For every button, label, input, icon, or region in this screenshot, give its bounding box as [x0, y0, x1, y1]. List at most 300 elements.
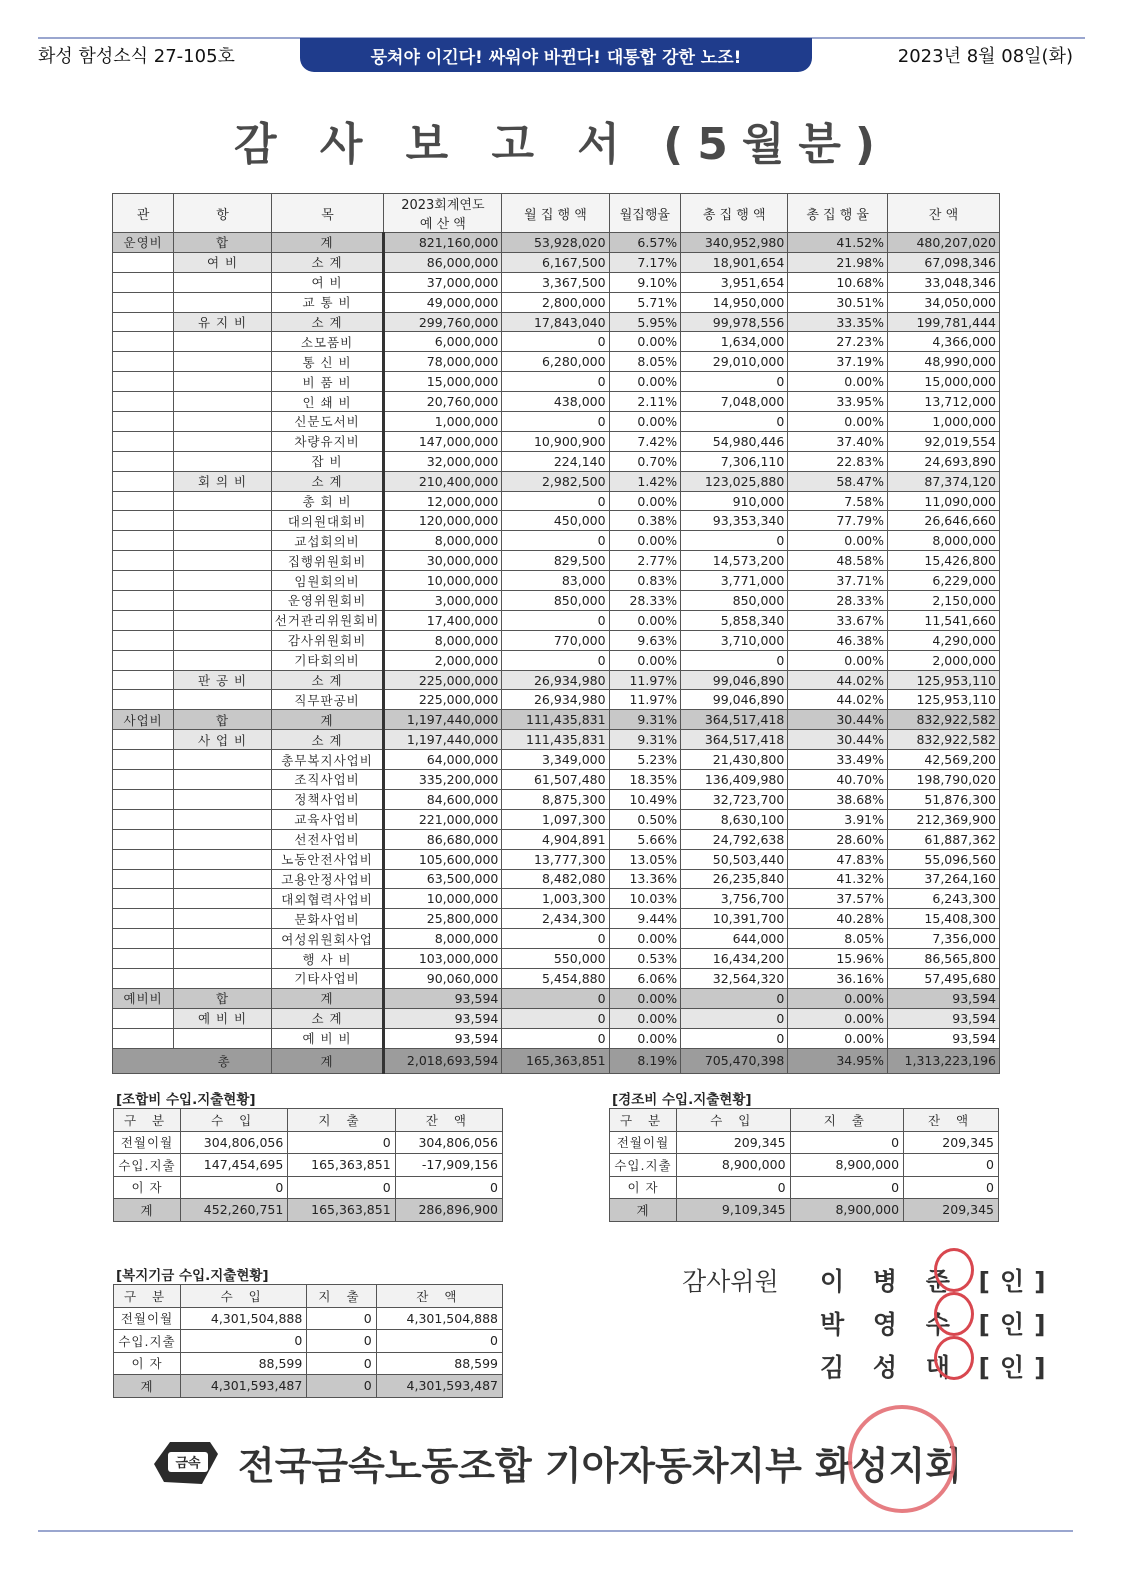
table-row: [113, 988, 1000, 1008]
cell-trate: 28.60%: [788, 829, 888, 849]
table-row: [114, 1131, 503, 1154]
cell-mok: 소모품비: [271, 332, 384, 352]
column-header: 지 출: [790, 1109, 904, 1132]
cell-gwan: [113, 431, 174, 451]
cell-gwan: [113, 491, 174, 511]
condolence-fund-title: [경조비 수입.지출현황]: [612, 1092, 752, 1108]
cell-total: 8,630,100: [681, 809, 788, 829]
row-label: 이 자: [114, 1176, 181, 1199]
cell-total: 850,000: [681, 591, 788, 611]
cell-budget: 10,000,000: [384, 889, 502, 909]
table-row: [610, 1131, 999, 1154]
cell-value: 4,301,593,487: [376, 1375, 502, 1398]
cell-balance: 55,096,560: [888, 849, 1000, 869]
cell-gwan: [113, 730, 174, 750]
cell-mok: 고용안정사업비: [271, 869, 384, 889]
cell-mrate: 13.36%: [609, 869, 681, 889]
cell-hang: [174, 690, 271, 710]
table-row: [113, 392, 1000, 412]
cell-total: 99,046,890: [681, 690, 788, 710]
cell-monthly: 17,843,040: [502, 312, 609, 332]
cell-balance: 2,000,000: [888, 650, 1000, 670]
audit-main-table: [112, 193, 1000, 1074]
cell-monthly: 53,928,020: [502, 233, 609, 253]
cell-value: 88,599: [181, 1352, 307, 1375]
cell-gwan: [113, 770, 174, 790]
cell-mok: 행 사 비: [271, 949, 384, 969]
cell-budget: 8,000,000: [384, 929, 502, 949]
cell-mrate: 0.00%: [609, 650, 681, 670]
cell-total: 54,980,446: [681, 431, 788, 451]
welfare-fund-title: [복지기금 수입.지출현황]: [116, 1268, 269, 1284]
row-label: 계: [610, 1199, 677, 1222]
cell-mok: 임원회의비: [271, 571, 384, 591]
column-header: 수 입: [181, 1109, 288, 1132]
table-row: [113, 511, 1000, 531]
cell-mok: 소 계: [271, 312, 384, 332]
cell-value: 4,301,593,487: [181, 1375, 307, 1398]
header-row: [114, 1285, 503, 1308]
cell-mrate: 0.83%: [609, 571, 681, 591]
union-logo-icon: [150, 1434, 222, 1490]
cell-mok: 총무복지사업비: [271, 750, 384, 770]
cell-balance: 6,229,000: [888, 571, 1000, 591]
cell-total: 14,573,200: [681, 551, 788, 571]
cell-monthly: 3,349,000: [502, 750, 609, 770]
cell-total: 14,950,000: [681, 292, 788, 312]
cell-total: 340,952,980: [681, 233, 788, 253]
cell-trate: 0.00%: [788, 531, 888, 551]
cell-budget: 120,000,000: [384, 511, 502, 531]
cell-value: 88,599: [376, 1352, 502, 1375]
cell-monthly: 83,000: [502, 571, 609, 591]
cell-hang: [174, 849, 271, 869]
cell-monthly: 2,800,000: [502, 292, 609, 312]
cell-value: 0: [307, 1330, 376, 1353]
cell-gwan: [113, 610, 174, 630]
table-row: [610, 1199, 999, 1222]
cell-gwan: [113, 551, 174, 571]
column-header: 지 출: [307, 1285, 376, 1308]
cell-gwan: [113, 650, 174, 670]
cell-mok: 선거관리위원회비: [271, 610, 384, 630]
cell-budget: 25,800,000: [384, 909, 502, 929]
cell-trate: 40.70%: [788, 770, 888, 790]
cell-hang: [174, 869, 271, 889]
cell-mok: 신문도서비: [271, 412, 384, 432]
total-label: 총: [113, 1048, 272, 1073]
cell-total: 136,409,980: [681, 770, 788, 790]
table-row: [114, 1176, 503, 1199]
cell-balance: 8,000,000: [888, 531, 1000, 551]
cell-value: 4,301,504,888: [376, 1307, 502, 1330]
cell-mok: 집행위원회비: [271, 551, 384, 571]
cell-gwan: [113, 750, 174, 770]
cell-balance: 93,594: [888, 988, 1000, 1008]
table-row: [113, 610, 1000, 630]
table-row: [113, 710, 1000, 730]
cell-value: 209,345: [904, 1199, 999, 1222]
cell-mok: 문화사업비: [271, 909, 384, 929]
cell-balance: 61,887,362: [888, 829, 1000, 849]
table-row: [113, 730, 1000, 750]
cell-hang: 사 업 비: [174, 730, 271, 750]
table-row: [113, 312, 1000, 332]
cell-monthly: 5,454,880: [502, 968, 609, 988]
cell-budget: 335,200,000: [384, 770, 502, 790]
table-row: [113, 451, 1000, 471]
cell-mrate: 9.44%: [609, 909, 681, 929]
cell-monthly: 6,167,500: [502, 252, 609, 272]
cell-hang: 여 비: [174, 252, 271, 272]
cell-monthly: 26,934,980: [502, 670, 609, 690]
cell-mrate: 18.35%: [609, 770, 681, 790]
cell-total: 93,353,340: [681, 511, 788, 531]
cell-total: 50,503,440: [681, 849, 788, 869]
cell-gwan: [113, 809, 174, 829]
issue-date: 2023년 8월 08일(화): [897, 46, 1073, 67]
cell-trate: 38.68%: [788, 789, 888, 809]
cell-monthly: 0: [502, 1008, 609, 1028]
cell-gwan: [113, 332, 174, 352]
condolence-fund-table: [609, 1108, 999, 1222]
cell-monthly: 0: [502, 988, 609, 1008]
cell-value: 0: [288, 1176, 395, 1199]
cell-mrate: 0.00%: [609, 988, 681, 1008]
cell-budget: 37,000,000: [384, 272, 502, 292]
cell-mok: 교섭회의비: [271, 531, 384, 551]
table-row: [113, 770, 1000, 790]
cell-gwan: [113, 889, 174, 909]
cell-mrate: 0.00%: [609, 1028, 681, 1048]
cell-mrate: 9.31%: [609, 710, 681, 730]
cell-monthly: 770,000: [502, 630, 609, 650]
row-label: 이 자: [114, 1352, 181, 1375]
cell-budget: 147,000,000: [384, 431, 502, 451]
cell-gwan: [113, 869, 174, 889]
cell-total: 364,517,418: [681, 710, 788, 730]
cell-hang: [174, 272, 271, 292]
cell-mok: 비 품 비: [271, 372, 384, 392]
cell-budget: 221,000,000: [384, 809, 502, 829]
cell-balance: 832,922,582: [888, 710, 1000, 730]
cell-trate: 37.71%: [788, 571, 888, 591]
cell-balance: 2,150,000: [888, 591, 1000, 611]
cell-monthly: 0: [502, 412, 609, 432]
cell-mrate: 0.70%: [609, 451, 681, 471]
cell-mok: 교육사업비: [271, 809, 384, 829]
cell-value: 0: [181, 1176, 288, 1199]
cell-balance: 86,565,800: [888, 949, 1000, 969]
cell-mrate: 0.00%: [609, 1008, 681, 1028]
cell-total: 3,710,000: [681, 630, 788, 650]
cell-mrate: 0.50%: [609, 809, 681, 829]
cell-mrate: 5.66%: [609, 829, 681, 849]
cell-mok: 직무판공비: [271, 690, 384, 710]
cell-trate: 0.00%: [788, 988, 888, 1008]
cell-total: 18,901,654: [681, 252, 788, 272]
cell-gwan: 사업비: [113, 710, 174, 730]
table-row: [113, 292, 1000, 312]
cell-total: 32,723,700: [681, 789, 788, 809]
cell-monthly: 550,000: [502, 949, 609, 969]
cell-mrate: 0.00%: [609, 491, 681, 511]
logo-text: 금속: [175, 1456, 201, 1471]
cell-trate: 15.96%: [788, 949, 888, 969]
table-row: [113, 571, 1000, 591]
cell-total: 0: [681, 1008, 788, 1028]
cell-balance: 4,290,000: [888, 630, 1000, 650]
cell-total: 3,951,654: [681, 272, 788, 292]
cell-monthly: 829,500: [502, 551, 609, 571]
cell-trate: 33.35%: [788, 312, 888, 332]
cell-mrate: 2.77%: [609, 551, 681, 571]
cell-mok: 예 비 비: [271, 1028, 384, 1048]
cell-value: 0: [181, 1330, 307, 1353]
table-row: [114, 1154, 503, 1177]
cell-mrate: 0.38%: [609, 511, 681, 531]
cell-trate: 22.83%: [788, 451, 888, 471]
table-row: [113, 272, 1000, 292]
cell-mok: 운영위원회비: [271, 591, 384, 611]
table-row: [113, 829, 1000, 849]
cell-total: 910,000: [681, 491, 788, 511]
cell-trate: 3.91%: [788, 809, 888, 829]
cell-monthly: 2,982,500: [502, 471, 609, 491]
cell-balance: 11,090,000: [888, 491, 1000, 511]
row-label: 수입.지출: [610, 1154, 677, 1177]
cell-total: 0: [681, 650, 788, 670]
cell-total: 0: [681, 988, 788, 1008]
cell-total: 3,756,700: [681, 889, 788, 909]
table-row: [113, 372, 1000, 392]
column-header: 잔 액: [904, 1109, 999, 1132]
cell-hang: [174, 968, 271, 988]
cell-mrate: 7.42%: [609, 431, 681, 451]
cell-value: 0: [307, 1307, 376, 1330]
cell-balance: 92,019,554: [888, 431, 1000, 451]
cell-balance: 24,693,890: [888, 451, 1000, 471]
cell-mrate: 0.53%: [609, 949, 681, 969]
cell-hang: 유 지 비: [174, 312, 271, 332]
cell-trate: 30.51%: [788, 292, 888, 312]
cell-hang: [174, 431, 271, 451]
cell-mok: 여성위원회사업: [271, 929, 384, 949]
cell-budget: 821,160,000: [384, 233, 502, 253]
cell-total: 364,517,418: [681, 730, 788, 750]
table-row: [114, 1330, 503, 1353]
cell-budget: 3,000,000: [384, 591, 502, 611]
header-row: [610, 1109, 999, 1132]
cell-value: 0: [376, 1330, 502, 1353]
cell-hang: 회 의 비: [174, 471, 271, 491]
cell-hang: 합: [174, 988, 271, 1008]
cell-total: 10,391,700: [681, 909, 788, 929]
table-row: [113, 968, 1000, 988]
cell-mrate: 10.03%: [609, 889, 681, 909]
cell-balance: 26,646,660: [888, 511, 1000, 531]
cell-trate: 33.95%: [788, 392, 888, 412]
cell-mok: 교 통 비: [271, 292, 384, 312]
cell-monthly: 0: [502, 372, 609, 392]
cell-mok: 선전사업비: [271, 829, 384, 849]
cell-total: 7,306,110: [681, 451, 788, 471]
cell-value: 4,301,504,888: [181, 1307, 307, 1330]
cell-hang: [174, 412, 271, 432]
cell-total: 99,046,890: [681, 670, 788, 690]
slogan-banner: 뭉쳐야 이긴다! 싸워야 바뀐다! 대통합 강한 노조!: [300, 38, 812, 72]
cell-trate: 0.00%: [788, 1028, 888, 1048]
auditor-name-2: 박 영 수 [인]: [820, 1310, 1056, 1339]
cell-value: 0: [307, 1352, 376, 1375]
cell-budget: 1,000,000: [384, 412, 502, 432]
cell-mok: 대외협력사업비: [271, 889, 384, 909]
cell-hang: [174, 531, 271, 551]
cell-gwan: [113, 949, 174, 969]
cell-value: -17,909,156: [395, 1154, 502, 1177]
cell-gwan: [113, 412, 174, 432]
table-row: [113, 789, 1000, 809]
cell-mrate: 6.06%: [609, 968, 681, 988]
cell-budget: 1,197,440,000: [384, 730, 502, 750]
cell-balance: 15,426,800: [888, 551, 1000, 571]
table-row: [113, 849, 1000, 869]
cell-trate: 37.19%: [788, 352, 888, 372]
cell-gwan: [113, 272, 174, 292]
seal-icon: [934, 1248, 974, 1292]
cell-balance: 67,098,346: [888, 252, 1000, 272]
cell-value: 165,363,851: [288, 1154, 395, 1177]
total-total: 705,470,398: [681, 1048, 788, 1073]
cell-monthly: 8,482,080: [502, 869, 609, 889]
cell-hang: [174, 610, 271, 630]
cell-gwan: [113, 929, 174, 949]
cell-gwan: [113, 591, 174, 611]
cell-balance: 832,922,582: [888, 730, 1000, 750]
cell-budget: 84,600,000: [384, 789, 502, 809]
cell-hang: [174, 451, 271, 471]
column-header: 지 출: [288, 1109, 395, 1132]
cell-monthly: 3,367,500: [502, 272, 609, 292]
cell-balance: 11,541,660: [888, 610, 1000, 630]
cell-budget: 93,594: [384, 1028, 502, 1048]
cell-gwan: [113, 511, 174, 531]
cell-trate: 30.44%: [788, 710, 888, 730]
cell-value: 304,806,056: [395, 1131, 502, 1154]
cell-total: 0: [681, 412, 788, 432]
cell-monthly: 224,140: [502, 451, 609, 471]
cell-monthly: 13,777,300: [502, 849, 609, 869]
cell-balance: 199,781,444: [888, 312, 1000, 332]
cell-trate: 37.57%: [788, 889, 888, 909]
column-header: 총 집 행 액: [681, 194, 788, 233]
cell-hang: [174, 332, 271, 352]
cell-budget: 10,000,000: [384, 571, 502, 591]
newsletter-issue: 화성 함성소식 27-105호: [38, 46, 235, 67]
row-label: 전월이월: [114, 1307, 181, 1330]
cell-budget: 64,000,000: [384, 750, 502, 770]
cell-monthly: 0: [502, 332, 609, 352]
cell-balance: 7,356,000: [888, 929, 1000, 949]
cell-hang: [174, 591, 271, 611]
cell-gwan: [113, 292, 174, 312]
cell-gwan: 운영비: [113, 233, 174, 253]
cell-trate: 0.00%: [788, 650, 888, 670]
cell-gwan: [113, 531, 174, 551]
table-row: [113, 949, 1000, 969]
cell-trate: 47.83%: [788, 849, 888, 869]
cell-hang: [174, 292, 271, 312]
cell-gwan: [113, 670, 174, 690]
cell-trate: 44.02%: [788, 670, 888, 690]
cell-budget: 6,000,000: [384, 332, 502, 352]
cell-balance: 212,369,900: [888, 809, 1000, 829]
row-label: 계: [114, 1375, 181, 1398]
cell-gwan: [113, 1028, 174, 1048]
cell-mrate: 5.71%: [609, 292, 681, 312]
cell-monthly: 0: [502, 610, 609, 630]
cell-monthly: 450,000: [502, 511, 609, 531]
cell-monthly: 8,875,300: [502, 789, 609, 809]
cell-hang: 합: [174, 710, 271, 730]
cell-hang: [174, 909, 271, 929]
cell-hang: [174, 750, 271, 770]
cell-monthly: 0: [502, 929, 609, 949]
cell-monthly: 1,097,300: [502, 809, 609, 829]
table-row: [113, 650, 1000, 670]
cell-mrate: 0.00%: [609, 412, 681, 432]
cell-gwan: [113, 312, 174, 332]
cell-balance: 37,264,160: [888, 869, 1000, 889]
cell-mok: 계: [271, 233, 384, 253]
cell-value: 0: [288, 1131, 395, 1154]
cell-gwan: [113, 372, 174, 392]
table-row: [113, 1008, 1000, 1028]
total-trate: 34.95%: [788, 1048, 888, 1073]
cell-balance: 42,569,200: [888, 750, 1000, 770]
cell-trate: 7.58%: [788, 491, 888, 511]
cell-budget: 2,000,000: [384, 650, 502, 670]
cell-hang: [174, 809, 271, 829]
cell-budget: 15,000,000: [384, 372, 502, 392]
cell-hang: 판 공 비: [174, 670, 271, 690]
cell-trate: 33.67%: [788, 610, 888, 630]
official-stamp-icon: [848, 1405, 956, 1513]
table-row: [114, 1307, 503, 1330]
cell-trate: 77.79%: [788, 511, 888, 531]
column-header: 구 분: [114, 1285, 181, 1308]
cell-total: 29,010,000: [681, 352, 788, 372]
table-row: [113, 750, 1000, 770]
column-header: 잔 액: [395, 1109, 502, 1132]
cell-trate: 8.05%: [788, 929, 888, 949]
cell-mok: 계: [271, 710, 384, 730]
cell-gwan: [113, 968, 174, 988]
cell-balance: 13,712,000: [888, 392, 1000, 412]
column-header: 총 집 행 율: [788, 194, 888, 233]
table-row: [113, 1028, 1000, 1048]
cell-budget: 30,000,000: [384, 551, 502, 571]
cell-mrate: 5.23%: [609, 750, 681, 770]
column-header: 수 입: [181, 1285, 307, 1308]
cell-trate: 0.00%: [788, 372, 888, 392]
table-row: [113, 809, 1000, 829]
cell-trate: 36.16%: [788, 968, 888, 988]
cell-monthly: 0: [502, 491, 609, 511]
table-row: [113, 471, 1000, 491]
row-label: 전월이월: [610, 1131, 677, 1154]
cell-trate: 41.52%: [788, 233, 888, 253]
